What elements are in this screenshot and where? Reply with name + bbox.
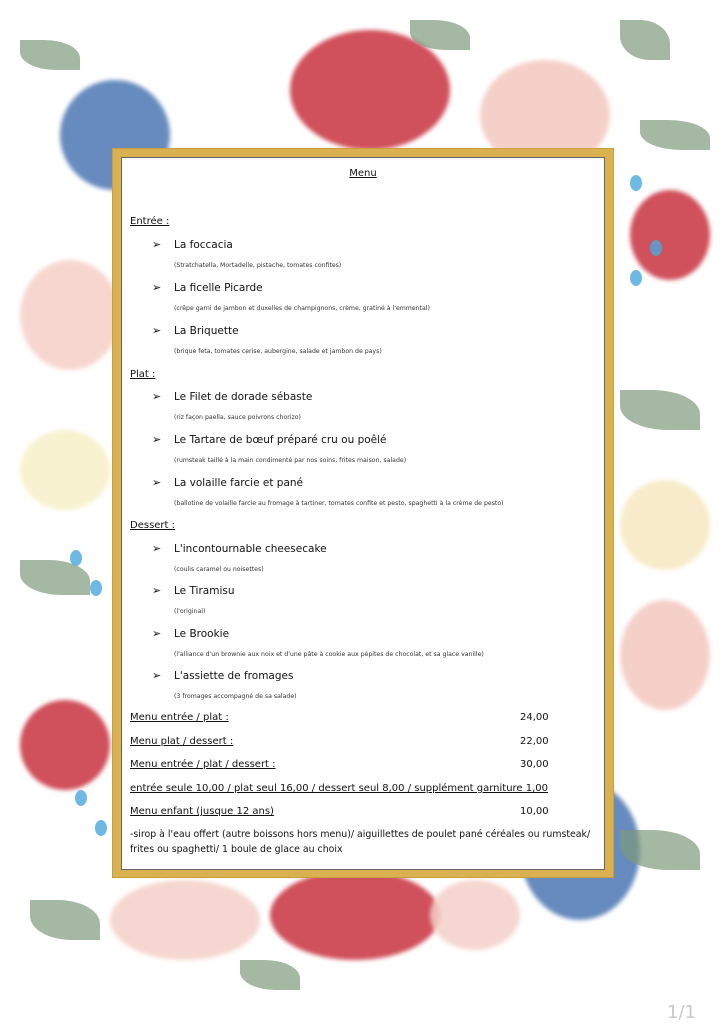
dish-name: La Briquette xyxy=(174,325,239,337)
section-entree: Entrée : xyxy=(130,216,170,227)
dish-description: (riz façon paella, sauce poivrons chorizo) xyxy=(174,414,301,421)
dish-description: (coulis caramel ou noisettes) xyxy=(174,566,264,573)
dish-description: (rumsteak taillé à la main condimenté par nos soins, frites maison, salade) xyxy=(174,457,407,464)
kids-menu-note: -sirop à l'eau offert (autre boissons hors menu)/ aiguillettes de poulet pané céréales ou rumsteak/ frites ou spaghetti/ 1 boule de glace au choix xyxy=(130,829,591,855)
dish-name: Le Filet de dorade sébaste xyxy=(174,391,313,403)
dish-name: Le Tartare de bœuf préparé cru ou poêlé xyxy=(174,434,387,446)
menu-sheet xyxy=(121,157,605,870)
arrow-bullet-icon: ➢ xyxy=(152,476,162,489)
formula-price: 30,00 xyxy=(520,759,549,770)
dish-name: La volaille farcie et pané xyxy=(174,477,303,489)
arrow-bullet-icon: ➢ xyxy=(152,281,162,294)
dish-description: (ballotine de volaille farcie au fromage à tartiner, tomates confite et pesto, spaghetti à la crème de pesto) xyxy=(174,500,504,507)
formula-label: Menu plat / dessert : xyxy=(130,736,234,747)
formula-price: 22,00 xyxy=(520,736,549,747)
dish-name: Le Tiramisu xyxy=(174,585,235,597)
dish-description: (l'alliance d'un brownie aux noix et d'une pâte à cookie aux pépites de chocolat, et sa glace vanille) xyxy=(174,651,484,658)
arrow-bullet-icon: ➢ xyxy=(152,390,162,403)
dish-description: (crêpe garni de jambon et duxelles de champignons, crème, gratiné à l'emmental) xyxy=(174,305,430,312)
dish-description: (l'original) xyxy=(174,608,206,615)
formula-row xyxy=(130,759,550,770)
a-la-carte-prices xyxy=(130,783,600,794)
dish-description: (Stratchatella, Mortadelle, pistache, tomates confites) xyxy=(174,262,342,269)
dish-name: L'assiette de fromages xyxy=(174,670,294,682)
kids-menu-price: 10,00 xyxy=(520,806,549,817)
page-indicator: 1/1 xyxy=(667,1002,696,1023)
arrow-bullet-icon: ➢ xyxy=(152,324,162,337)
menu-title: Menu xyxy=(349,168,377,179)
arrow-bullet-icon: ➢ xyxy=(152,584,162,597)
section-plat: Plat : xyxy=(130,369,156,380)
arrow-bullet-icon: ➢ xyxy=(152,669,162,682)
arrow-bullet-icon: ➢ xyxy=(152,238,162,251)
arrow-bullet-icon: ➢ xyxy=(152,627,162,640)
formula-label: Menu entrée / plat : xyxy=(130,712,229,723)
section-dessert: Dessert : xyxy=(130,520,176,531)
a-la-carte-label: entrée seule 10,00 / plat seul 16,00 / dessert seul 8,00 / supplément garniture 1,00 xyxy=(130,783,549,794)
kids-menu-row xyxy=(130,806,550,817)
dish-name: La foccacia xyxy=(174,239,233,251)
formula-row xyxy=(130,712,550,723)
dish-description: (3 fromages accompagné de sa salade) xyxy=(174,693,297,700)
arrow-bullet-icon: ➢ xyxy=(152,542,162,555)
formula-row xyxy=(130,736,550,747)
dish-name: Le Brookie xyxy=(174,628,230,640)
dish-name: La ficelle Picarde xyxy=(174,282,263,294)
arrow-bullet-icon: ➢ xyxy=(152,433,162,446)
formula-price: 24,00 xyxy=(520,712,549,723)
formula-label: Menu entrée / plat / dessert : xyxy=(130,759,276,770)
kids-menu-label: Menu enfant (jusque 12 ans) xyxy=(130,806,274,817)
dish-description: (brique feta, tomates cerise, aubergine, salade et jambon de pays) xyxy=(174,348,382,355)
dish-name: L'incontournable cheesecake xyxy=(174,543,327,555)
